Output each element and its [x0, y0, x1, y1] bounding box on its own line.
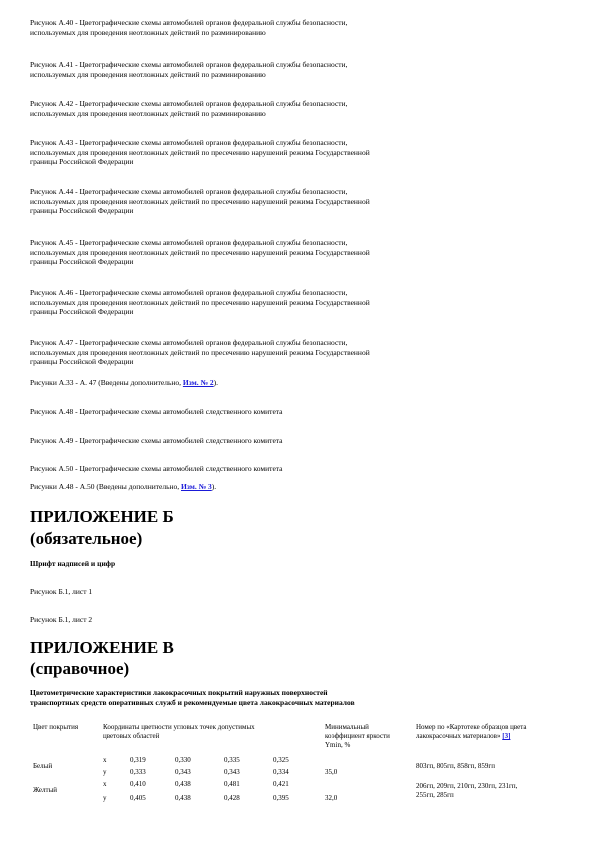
header-number-text: лакокрасочных материалов» — [416, 732, 501, 740]
amendment-link[interactable]: Изм. № 3 — [181, 482, 212, 491]
row-color-name: Белый — [33, 762, 53, 770]
table-cell: 0,405 — [130, 794, 146, 802]
table-cell: 32,0 — [325, 794, 338, 802]
note-text: Рисунки А.48 - А.50 (Введены дополнительно, — [30, 482, 181, 491]
coord-y-label: y — [103, 768, 107, 776]
table-cell: 0,438 — [175, 780, 191, 788]
caption-line: используемых для проведения неотложных действий по пресечению нарушений режима Государственной — [30, 247, 370, 257]
figure-caption — [30, 60, 450, 79]
figure-caption — [30, 99, 450, 118]
table-cell: 0,319 — [130, 756, 146, 764]
figure-caption — [30, 288, 450, 317]
caption-line: Рисунок А.47 - Цветографические схемы автомобилей органов федеральной службы безопасности, — [30, 338, 348, 347]
caption-line: границы Российской Федерации — [30, 357, 134, 366]
coord-x-label: x — [103, 780, 107, 788]
table-cell: 0,395 — [273, 794, 289, 802]
caption-line: границы Российской Федерации — [30, 307, 134, 316]
table-cell: 0,325 — [273, 756, 289, 764]
coord-x-label: x — [103, 756, 107, 764]
caption-line: используемых для проведения неотложных действий по пресечению нарушений режима Государственной — [30, 297, 370, 307]
table-caption — [30, 688, 450, 707]
caption-line: Рисунок А.45 - Цветографические схемы автомобилей органов федеральной службы безопасности, — [30, 238, 348, 247]
table-cell: 35,0 — [325, 768, 338, 776]
figure-caption — [30, 138, 450, 167]
caption-line: используемых для проведения неотложных действий по разминированию — [30, 69, 266, 79]
caption-line: Рисунок А.43 - Цветографические схемы автомобилей органов федеральной службы безопасности, — [30, 138, 348, 147]
caption-line: границы Российской Федерации — [30, 206, 134, 215]
figure-caption: Рисунок А.49 - Цветографические схемы автомобилей следственного комитета — [30, 436, 283, 445]
appendix-c-subtitle: (справочное) — [30, 659, 130, 678]
header-coords: Координаты цветности угловых точек допустимых — [103, 723, 255, 731]
caption-line: Рисунок А.46 - Цветографические схемы автомобилей органов федеральной службы безопасности, — [30, 288, 348, 297]
appendix-c-title: ПРИЛОЖЕНИЕ В — [30, 638, 174, 657]
caption-line: Рисунок А.41 - Цветографические схемы автомобилей органов федеральной службы безопасности, — [30, 60, 348, 69]
figure-caption: Рисунок А.50 - Цветографические схемы автомобилей следственного комитета — [30, 464, 283, 473]
reference-link[interactable]: [3] — [502, 732, 511, 740]
figure-caption — [30, 187, 450, 216]
note-text: ). — [213, 378, 219, 387]
figure-caption: Рисунок Б.1, лист 2 — [30, 615, 93, 624]
amendment-note — [30, 482, 450, 492]
caption-line: используемых для проведения неотложных действий по пресечению нарушений режима Государственной — [30, 196, 370, 206]
note-text: ). — [211, 482, 217, 491]
caption-line: Рисунок А.42 - Цветографические схемы автомобилей органов федеральной службы безопасности, — [30, 99, 348, 108]
caption-line: используемых для проведения неотложных действий по разминированию — [30, 27, 266, 37]
header-ymin: коэффициент яркости — [325, 732, 390, 740]
caption-line: транспортных средств оперативных служб и рекомендуемые цвета лакокрасочных материалов — [30, 697, 355, 707]
caption-line: Цветометрические характеристики лакокрасочных покрытий наружных поверхностей — [30, 688, 328, 697]
table-cell: 206гп, 209гп, 210гп, 230гп, 231гп, — [416, 782, 518, 790]
table-cell: 255гп, 285гп — [416, 791, 454, 799]
caption-line: Рисунок А.44 - Цветографические схемы автомобилей органов федеральной службы безопасности, — [30, 187, 348, 196]
appendix-b-title: ПРИЛОЖЕНИЕ Б — [30, 507, 174, 526]
header-ymin: Ymin, % — [325, 741, 351, 749]
amendment-note — [30, 378, 450, 388]
table-cell: 0,335 — [224, 756, 240, 764]
caption-line: используемых для проведения неотложных действий по разминированию — [30, 108, 266, 118]
table-cell: 0,438 — [175, 794, 191, 802]
table-cell: 803гп, 805гп, 858гп, 859гп — [416, 762, 495, 770]
caption-line: используемых для проведения неотложных действий по пресечению нарушений режима Государственной — [30, 147, 370, 157]
header-coords: цветовых областей — [103, 732, 160, 740]
amendment-link[interactable]: Изм. № 2 — [182, 378, 214, 387]
table-cell: 0,343 — [175, 768, 191, 776]
figure-caption — [30, 338, 450, 367]
coord-y-label: y — [103, 794, 107, 802]
header-ymin: Минимальный — [325, 723, 369, 731]
row-color-name: Желтый — [33, 786, 58, 794]
table-cell: 0,481 — [224, 780, 240, 788]
table-cell: 0,421 — [273, 780, 289, 788]
table-cell: 0,343 — [224, 768, 240, 776]
figure-caption — [30, 238, 450, 267]
figure-caption: Рисунок А.48 - Цветографические схемы автомобилей следственного комитета — [30, 407, 283, 416]
table-cell: 0,334 — [273, 768, 289, 776]
header-number: Номер по «Картотеке образцов цвета — [416, 723, 527, 731]
figure-caption: Рисунок Б.1, лист 1 — [30, 587, 93, 596]
caption-line: границы Российской Федерации — [30, 257, 134, 266]
font-caption: Шрифт надписей и цифр — [30, 559, 116, 568]
table-cell: 0,330 — [175, 756, 191, 764]
caption-line: используемых для проведения неотложных действий по пресечению нарушений режима Государственной — [30, 347, 370, 357]
caption-line: Рисунок А.40 - Цветографические схемы автомобилей органов федеральной службы безопасности, — [30, 18, 348, 27]
figure-caption — [30, 18, 450, 37]
caption-line: границы Российской Федерации — [30, 157, 134, 166]
table-cell: 0,428 — [224, 794, 240, 802]
header-number — [416, 732, 510, 741]
table-cell: 0,410 — [130, 780, 146, 788]
note-text: Рисунки А.33 - А. 47 (Введены дополнительно, — [30, 378, 183, 387]
header-color: Цвет покрытия — [33, 723, 79, 731]
table-cell: 0,333 — [130, 768, 146, 776]
appendix-b-subtitle: (обязательное) — [30, 529, 143, 548]
